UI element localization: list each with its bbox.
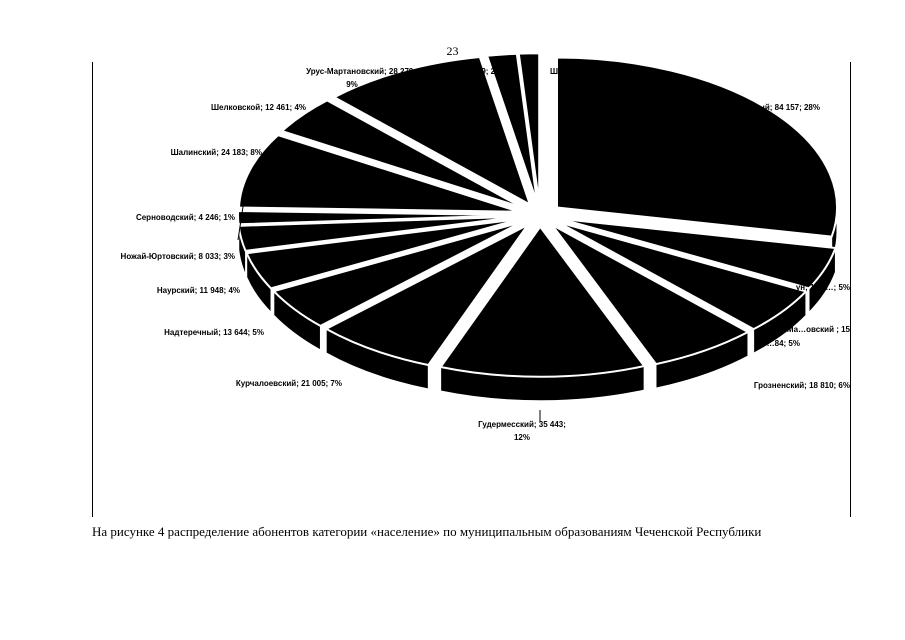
- slice-label-shatoysky: Шатойский; 3 477; 1%: [550, 67, 636, 76]
- slice-label-nozhay-yurt: Ножай-Юртовский; 8 033; 3%: [120, 252, 235, 261]
- slice-label-achkhoy-line2: …84; 5%: [766, 339, 800, 348]
- slice-label-vedensky: Веденский; 5 099; 2%: [418, 67, 503, 76]
- slice-label-achkhoy-line1: Ачхой-Ма…овский ; 15: [759, 325, 850, 334]
- slice-label-naursky: Наурский; 11 948; 4%: [156, 286, 240, 295]
- slice-label-shelkovskoy: Шелковской; 12 461; 4%: [210, 103, 306, 112]
- slice-label-urus-martan-line2: 9%: [346, 80, 358, 89]
- slice-label-argun: ун; 13 6…; 5%: [795, 283, 850, 292]
- slice-label-gudermes-line2: 12%: [513, 433, 531, 442]
- slice-label-urus-martan-line1: Урус-Мартановский; 28 279;: [306, 67, 416, 76]
- slice-label-nadterechny: Надтеречный; 13 644; 5%: [164, 328, 264, 337]
- slice-label-gudermes-line1: Гудермесский; 35 443;: [478, 420, 566, 429]
- slice-label-grozny: Грозный; 84 157; 28%: [735, 103, 820, 112]
- page-number: 23: [446, 44, 459, 58]
- slice-label-groznensky: Грозненский; 18 810; 6%: [753, 381, 850, 390]
- slice-label-sernovodsky: Серноводский; 4 246; 1%: [135, 213, 235, 222]
- slice-label-kurchaloy: Курчалоевский; 21 005; 7%: [235, 379, 342, 388]
- slice-label-shalinsky: Шалинский; 24 183; 8%: [170, 148, 262, 157]
- pie-slice-top-0: [557, 58, 837, 237]
- figure-caption: На рисунке 4 распределение абонентов категории «население» по муниципальным образованиям Чеченской Республики: [92, 524, 762, 539]
